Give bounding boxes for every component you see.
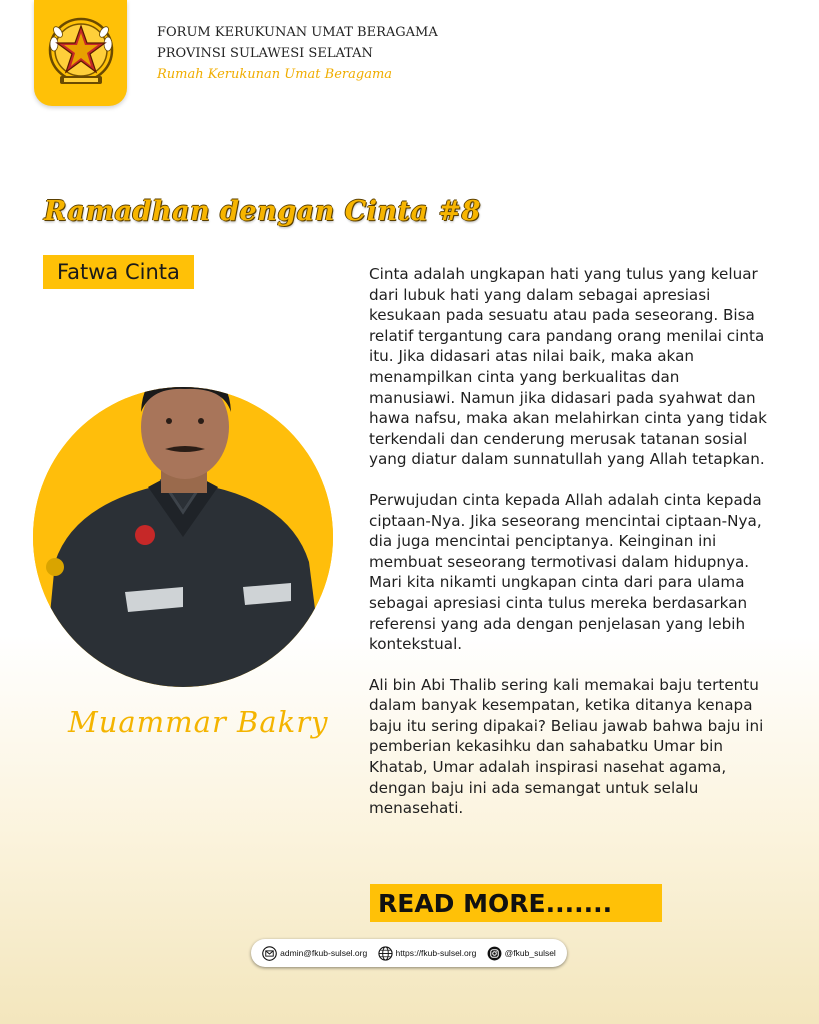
organization-header <box>157 22 438 85</box>
website-text: https://fkub-sulsel.org <box>395 948 477 958</box>
website-contact[interactable] <box>378 946 477 961</box>
series-title: Ramadhan dengan Cinta #8 <box>44 196 481 227</box>
author-signature: Muammar Bakry <box>68 705 329 739</box>
org-tagline: Rumah Kerukunan Umat Beragama <box>157 67 393 82</box>
topic-badge: Fatwa Cinta <box>43 255 194 289</box>
contact-bar <box>251 939 567 967</box>
article-paragraph: Ali bin Abi Thalib sering kali memakai baju tertentu dalam banyak kesempatan, ketika ditanya kenapa baju itu sering dipakai? Beliau jawab bahwa baju ini pemberian kekasihku dan sahabatku Umar bin Khatab, Umar adalah inspirasi nasehat agama, dengan baju ini ada semangat untuk selalu menasehati. <box>369 675 764 818</box>
instagram-icon <box>487 946 502 961</box>
article-body <box>369 264 769 839</box>
org-name-line1: FORUM KERUKUNAN UMAT BERAGAMA <box>157 25 438 40</box>
author-portrait <box>33 387 333 687</box>
read-more-button[interactable]: READ MORE....... <box>370 884 662 922</box>
globe-icon <box>378 946 393 961</box>
article-paragraph: Cinta adalah ungkapan hati yang tulus yang keluar dari lubuk hati yang dalam sebagai apresiasi kesukaan pada sesuatu atau pada seseorang. Bisa relatif tergantung cara pandang orang menilai cinta itu. Jika didasari atas nilai baik, maka akan menampilkan cinta yang berkualitas dan manusiawi. Namun jika didasari pada syahwat dan hawa nafsu, maka akan melahirkan cinta yang tidak terkendali dan cenderung merusak tatanan sosial yang diatur dalam sunnatullah yang Allah tetapkan. <box>369 265 767 469</box>
org-name-line2: PROVINSI SULAWESI SELATAN <box>157 46 373 61</box>
mail-icon <box>262 946 277 961</box>
article-paragraph: Perwujudan cinta kepada Allah adalah cinta kepada ciptaan-Nya. Jika seseorang mencintai ciptaan-Nya, dia juga mencintai penciptanya. Keinginan ini membuat seseorang termotivasi dalam hidupnya. Mari kita nikamti ungkapan cinta dari para ulama sebagai apresiasi cinta tulus mereka berdasarkan referensi yang ada dengan penjelasan yang lebih kontekstual. <box>369 490 762 654</box>
email-text: admin@fkub-sulsel.org <box>280 948 368 958</box>
logo-emblem-icon <box>44 14 118 92</box>
person-photo-illustration <box>33 387 333 687</box>
email-contact[interactable] <box>262 946 367 961</box>
instagram-text: @fkub_sulsel <box>504 948 556 958</box>
instagram-contact[interactable] <box>487 946 556 961</box>
logo-tab <box>34 0 127 106</box>
